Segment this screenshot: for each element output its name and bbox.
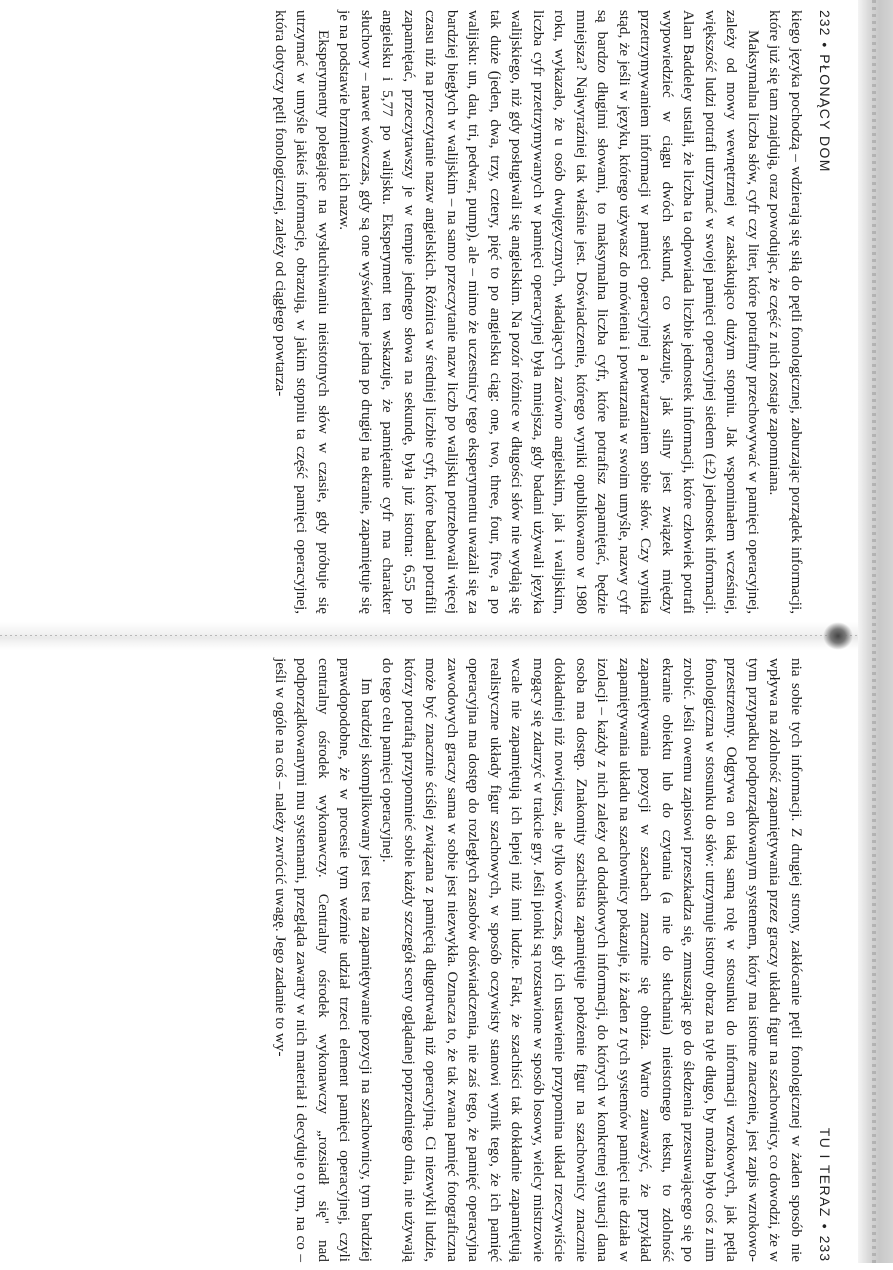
bullet-separator: • <box>817 1223 833 1230</box>
body-text-right <box>270 650 808 1270</box>
gutter-blot <box>823 622 853 650</box>
page-number: 232 <box>817 10 833 37</box>
running-head-right <box>815 658 835 1262</box>
binding-edge-shadow <box>858 0 893 1263</box>
page-gutter <box>0 622 858 650</box>
paragraph: kiego języka pochodzą – wdzierają się siłą do pętli fonologicznej, zaburzając porządek informacji, które już się tam znajdują, oraz powodując, że część z nich zostaje zapomniana. <box>766 10 805 614</box>
gutter-line <box>0 635 858 636</box>
paragraph: nia sobie tych informacji. Z drugiej strony, zakłócanie pętli fonologicznej w żaden sposób nie wpływa na zdolność zapamiętywania przez graczy układu figur na szachownicy, co dowodzi, że w tym przypadku podporządkowanym systemem, który ma istotne znaczenie, jest zapis wzrokowo-przestrzenny. Odgrywa on taką samą rolę w stosunku do informacji wzrokowych, jak pętla fonologiczna w stosunku do słów: utrzymuje istotny obraz na tyle długo, by można było coś z nim zrobić. Jeśli owemu zapisowi przeszkadza się, zmuszając go do śledzenia przesuwającego się po ekranie obiektu lub do czytania (a nie do słuchania) nieistotnego tekstu, to zdolność zapamiętywania pozycji w szachach znacznie się obniża. Warto zauważyć, że przykład zapamiętywania układu na szachownicy pokazuje, iż żaden z tych systemów pamięci nie działa w izolacji – każdy z nich zależy od dodatkowych informacji, do których w konkretnej sytuacji dana osoba ma dostęp. Znakomity szachista zapamiętuje położenie figur na szachownicy znacznie dokładniej niż nowicjusz, ale tylko wówczas, gdy ich ustawienie przypomina układ rzeczywiście mogący się zdarzyć w trakcie gry. Jeśli pionki są rozstawione w sposób losowy, wielcy mistrzowie wcale nie zapamiętują ich lepiej niż inni ludzie. Fakt, że szachiści tak dokładnie zapamiętują realistyczne układy figur szachowych, w sposób oczywisty stanowi wynik tego, że ich pamięć operacyjna ma dostęp do rozległych zasobów doświadczenia, nie zaś tego, że pamięć operacyjna zawodowych graczy sama w sobie jest niezwykła. Oznacza to, że tak zwana pamięć fotograficzna może być znacznie ściślej związana z pamięcią długotrwałą niż operacyjną. Ci niezwykli ludzie, którzy potrafią przypomnieć sobie każdy szczegół sceny oglądanej poprzedniego dnia, nie używają do tego celu pamięci operacyjnej. <box>379 658 805 1262</box>
paragraph: Eksperymenty polegające na wysłuchiwaniu nieistotnych słów w czasie, gdy próbuje się utrzymać w umyśle jakieś informacje, obrazują, w jakim stopniu ta część pamięci operacyjnej, która dotyczy pętli fonologicznej, zależy od ciągłego powtarza- <box>272 10 332 614</box>
running-title: PŁONĄCY DOM <box>817 54 833 173</box>
running-title: TU I TERAZ <box>817 1127 833 1218</box>
body-text-left <box>270 2 808 622</box>
page-left <box>7 2 853 622</box>
page-number: 233 <box>817 1235 833 1262</box>
running-head-left <box>815 10 835 614</box>
paragraph: Maksymalna liczba słów, cyfr czy liter, które potrafimy przechowywać w pamięci operacyjnej, zależy od mowy wewnętrznej w zaskakująco dużym stopniu. Jak wspominałem wcześniej, większość ludzi potrafi utrzymać w swojej pamięci operacyjnej siedem (±2) jednostek informacji. Alan Baddeley ustalił, że liczba ta odpowiada liczbie jednostek informacji, które człowiek potrafi wypowiedzieć w ciągu dwóch sekund, co wskazuje, jak silny jest związek między przetrzymywaniem informacji w pamięci operacyjnej a powtarzaniem sobie słów. Czy wynika stąd, że jeśli w języku, którego używasz do mówienia i powtarzania w swoim umyśle, nazwy cyfr są bardzo długimi słowami, to maksymalna liczba cyfr, które potrafisz zapamiętać, będzie mniejsza? Najwyraźniej tak właśnie jest. Doświadczenie, którego wyniki opublikowano w 1980 roku, wykazało, że u osób dwujęzycznych, władających zarówno angielskim, jak i walijskim, liczba cyfr przetrzymywanych w pamięci operacyjnej była mniejsza, gdy badani używali języka walijskiego, niż gdy posługiwali się angielskim. Na pozór różnice w długości słów nie wydają się tak duże (jeden, dwa, trzy, cztery, pięć to po angielsku ciąg: one, two, three, four, five, a po walijsku: un, dau, tri, pedwar, pump), ale – mimo że uczestnicy tego eksperymentu uważali się za bardziej biegłych w walijskim – na samo przeczytanie nazw liczb po walijsku potrzebowali więcej czasu niż na przeczytanie nazw angielskich. Różnica w średniej liczbie cyfr, które badani potrafili zapamiętać, przeczytawszy je w tempie jednego słowa na sekundę, była już istotna: 6,55 po angielsku i 5,77 po walijsku. Eksperyment ten wskazuje, że pamiętanie cyfr ma charakter słuchowy – nawet wówczas, gdy są one wyświetlane jedna po drugiej na ekranie, zapamiętuje się je na podstawie brzmienia ich nazw. <box>336 10 762 614</box>
paragraph: Im bardziej skomplikowany jest test na zapamiętywanie pozycji na szachownicy, tym bardziej prawdopodobne, że w procesie tym weźmie udział trzeci element pamięci operacyjnej, czyli centralny ośrodek wykonawczy. Centralny ośrodek wykonawczy „rozsiadł się" nad podporządkowanymi mu systemami, przegląda zawarty w nich materiał i decyduje o tym, na co – jeśli w ogóle na coś – należy zwrócić uwagę. Jego zadanie to wy- <box>272 658 375 1262</box>
edge-streak <box>872 0 876 1263</box>
page-right <box>7 650 853 1270</box>
bullet-separator: • <box>817 42 833 49</box>
